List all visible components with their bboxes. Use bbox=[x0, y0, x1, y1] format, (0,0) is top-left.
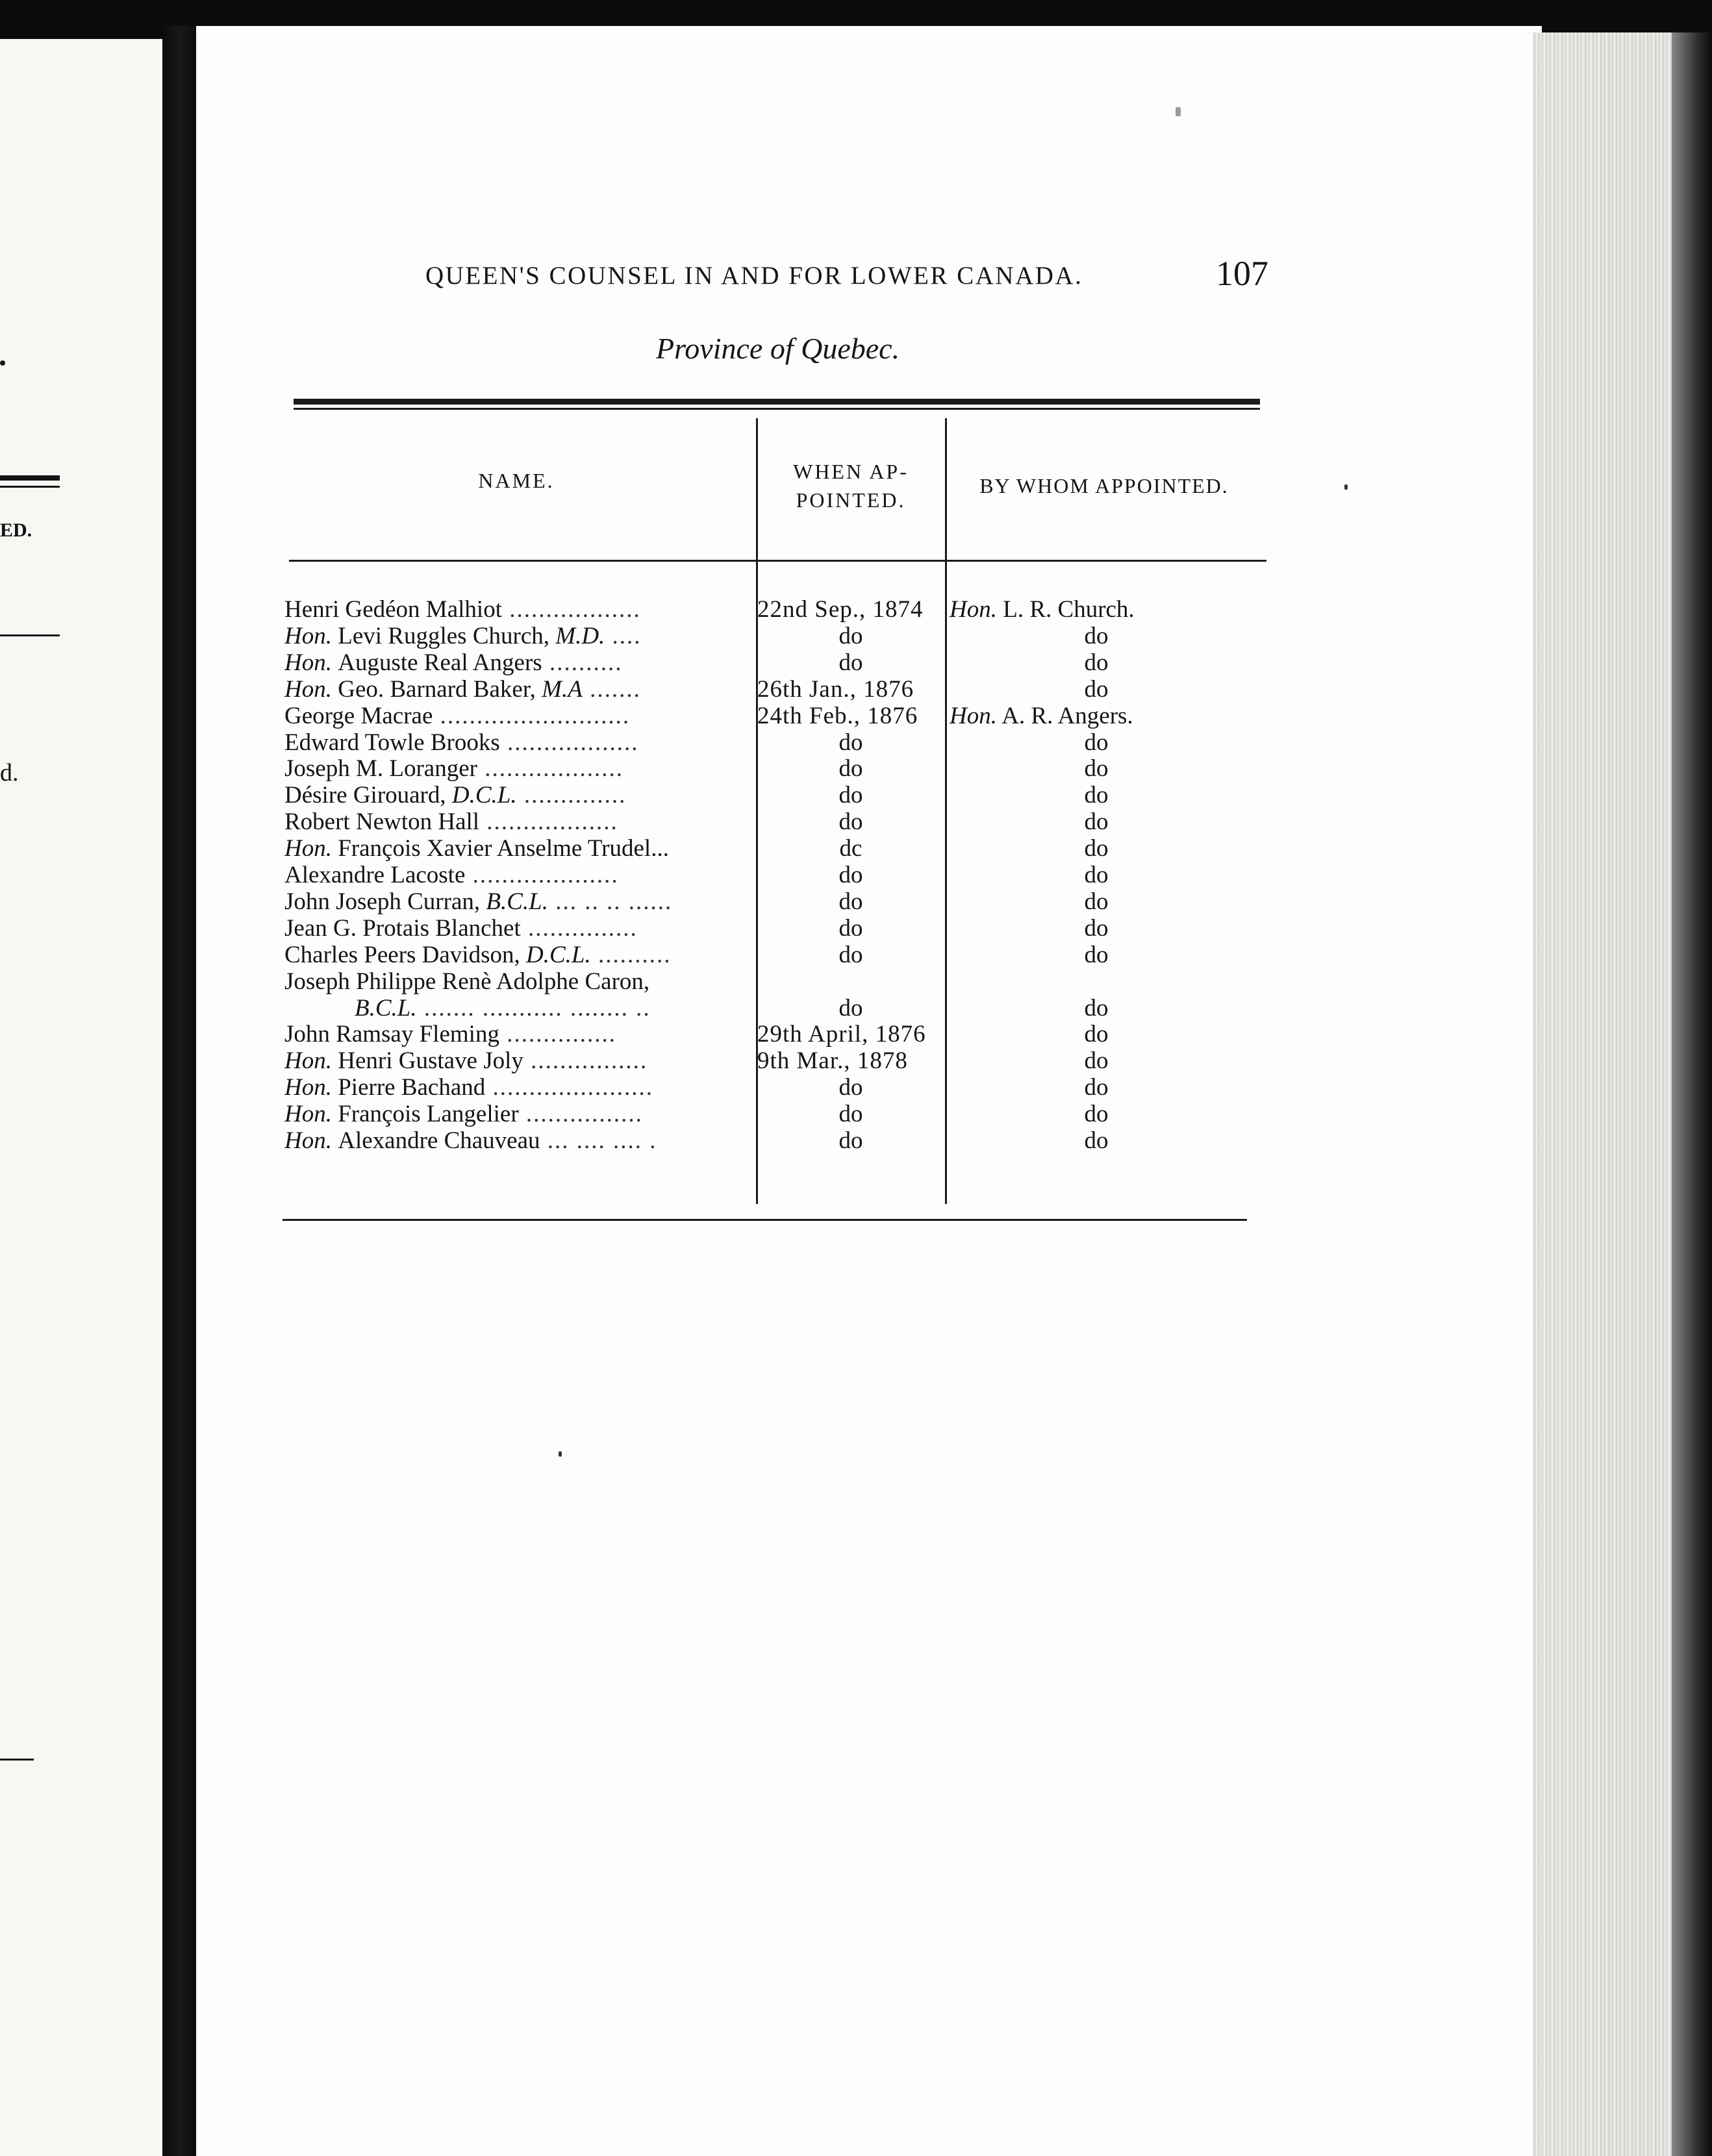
row-degree: B.C.L. bbox=[355, 994, 417, 1022]
row-name: Geo. Barnard Baker, bbox=[338, 675, 542, 703]
row-honorific: Hon. bbox=[284, 622, 338, 649]
row-dots: .................. bbox=[499, 729, 639, 756]
row-name: John Ramsay Fleming bbox=[284, 1021, 499, 1048]
appointed-by-name: A. R. Angers. bbox=[1001, 702, 1133, 729]
appointed-by-cell bbox=[947, 835, 1246, 862]
appointed-by-cell bbox=[947, 1101, 1246, 1127]
row-dots: ................ bbox=[523, 1047, 648, 1075]
date-cell: do bbox=[838, 622, 863, 649]
appointed-by-name: do bbox=[1084, 835, 1109, 862]
row-name: Charles Peers Davidson, bbox=[284, 941, 526, 968]
appointed-by-cell bbox=[947, 995, 1246, 1022]
row-name: Désire Girouard, bbox=[284, 782, 452, 809]
name-cell bbox=[284, 915, 752, 942]
table-row bbox=[0, 623, 1712, 649]
row-honorific: Hon. bbox=[284, 675, 338, 703]
date-cell: do bbox=[838, 862, 863, 888]
row-dots: .................... bbox=[465, 862, 619, 888]
name-cell bbox=[284, 888, 752, 915]
table-top-rule-thick bbox=[294, 399, 1260, 405]
row-dots: .......................... bbox=[433, 702, 631, 729]
appointed-by-cell bbox=[950, 596, 1248, 623]
row-dots: .......... bbox=[590, 941, 672, 968]
column-header-when-line2: POINTED. bbox=[796, 488, 906, 512]
appointed-by-cell bbox=[947, 1074, 1246, 1101]
subtitle: Province of Quebec. bbox=[656, 332, 900, 365]
name-cell bbox=[284, 835, 752, 862]
scan-speck bbox=[1344, 484, 1348, 490]
date-cell: do bbox=[838, 1127, 863, 1154]
date-cell: 22nd Sep., 1874 bbox=[757, 596, 924, 623]
appointed-by-prefix: Hon. bbox=[950, 596, 997, 623]
date-cell: do bbox=[838, 649, 863, 676]
appointed-by-cell bbox=[947, 623, 1246, 649]
appointed-by-name: do bbox=[1084, 862, 1109, 888]
table-row bbox=[0, 1074, 1712, 1101]
row-degree: M.D. bbox=[555, 622, 605, 649]
left-page-fragment-d: d. bbox=[0, 759, 19, 786]
column-header-name: NAME. bbox=[478, 469, 555, 492]
name-cell bbox=[355, 995, 752, 1022]
appointed-by-name: do bbox=[1084, 1074, 1109, 1101]
appointed-by-cell bbox=[947, 649, 1246, 676]
row-name: Joseph Philippe Renè Adolphe Caron, bbox=[284, 968, 650, 995]
appointed-by-cell bbox=[947, 729, 1246, 756]
row-degree: B.C.L. bbox=[486, 888, 548, 915]
row-dots: ...................... bbox=[485, 1074, 654, 1101]
scan-speck bbox=[1176, 107, 1181, 116]
appointed-by-name: do bbox=[1084, 1127, 1109, 1154]
header-bottom-rule bbox=[289, 560, 1266, 562]
row-honorific: Hon. bbox=[284, 835, 338, 862]
table-row bbox=[0, 942, 1712, 968]
date-cell: do bbox=[838, 729, 863, 756]
table-top-rule-thin bbox=[294, 408, 1260, 410]
date-cell: do bbox=[838, 782, 863, 809]
table-row bbox=[0, 915, 1712, 942]
name-cell bbox=[284, 968, 752, 995]
appointed-by-cell bbox=[947, 808, 1246, 835]
row-degree: D.C.L. bbox=[526, 941, 591, 968]
appointed-by-name: do bbox=[1084, 914, 1109, 942]
appointed-by-name: do bbox=[1084, 622, 1109, 649]
row-name: Henri Gustave Joly bbox=[338, 1047, 523, 1075]
row-degree: D.C.L. bbox=[451, 782, 517, 809]
date-cell: do bbox=[838, 941, 863, 968]
name-cell bbox=[284, 755, 752, 782]
appointed-by-cell bbox=[950, 703, 1248, 729]
appointed-by-cell bbox=[947, 1047, 1246, 1074]
name-cell bbox=[284, 808, 752, 835]
table-row bbox=[0, 835, 1712, 862]
row-name: Joseph M. Loranger bbox=[284, 755, 477, 783]
date-cell: do bbox=[838, 1101, 863, 1128]
appointed-by-name: L. R. Church. bbox=[1003, 596, 1135, 623]
date-cell: 29th April, 1876 bbox=[757, 1021, 926, 1048]
date-cell: 26th Jan., 1876 bbox=[757, 675, 914, 703]
name-cell bbox=[284, 729, 752, 756]
row-name: Pierre Bachand bbox=[338, 1074, 486, 1101]
table-bottom-rule bbox=[283, 1219, 1247, 1221]
table-row bbox=[0, 782, 1712, 808]
running-title: QUEEN'S COUNSEL IN AND FOR LOWER CANADA. bbox=[425, 262, 1083, 290]
name-cell bbox=[284, 1047, 752, 1074]
table-row bbox=[0, 995, 1712, 1022]
column-header-when-line1: WHEN AP- bbox=[793, 460, 909, 483]
left-page-rule-thin bbox=[0, 486, 60, 488]
date-cell: dc bbox=[839, 835, 862, 862]
table-row bbox=[0, 703, 1712, 729]
appointed-by-name: do bbox=[1084, 649, 1109, 676]
row-dots: ............... bbox=[499, 1021, 616, 1048]
date-cell: 9th Mar., 1878 bbox=[757, 1047, 908, 1075]
row-honorific: Hon. bbox=[284, 1074, 338, 1101]
row-honorific: Hon. bbox=[284, 1101, 338, 1128]
row-name: François Langelier bbox=[338, 1101, 519, 1128]
name-cell bbox=[284, 942, 752, 968]
table-row bbox=[0, 729, 1712, 756]
table-row bbox=[0, 1021, 1712, 1047]
table-row bbox=[0, 676, 1712, 703]
name-cell bbox=[284, 1101, 752, 1127]
row-dots: ... .. .. ...... bbox=[548, 888, 673, 915]
left-page-rule-3 bbox=[0, 1759, 34, 1761]
appointed-by-name: do bbox=[1084, 941, 1109, 968]
appointed-by-cell bbox=[947, 862, 1246, 888]
row-name: Alexandre Chauveau bbox=[338, 1127, 540, 1154]
left-page-rule bbox=[0, 475, 60, 481]
appointed-by-name: do bbox=[1084, 782, 1109, 809]
name-cell bbox=[284, 1021, 752, 1047]
table-row bbox=[0, 862, 1712, 888]
left-page-dot bbox=[0, 360, 5, 366]
appointed-by-prefix: Hon. bbox=[950, 702, 997, 729]
date-cell: do bbox=[838, 1074, 863, 1101]
row-name: Edward Towle Brooks bbox=[284, 729, 500, 756]
appointed-by-cell bbox=[947, 1127, 1246, 1154]
appointed-by-cell bbox=[947, 915, 1246, 942]
column-header-by-whom: BY WHOM APPOINTED. bbox=[979, 474, 1229, 497]
row-dots: ....... ........... ........ .. bbox=[416, 994, 651, 1022]
table-row bbox=[0, 808, 1712, 835]
left-page-fragment-ed: ED. bbox=[0, 520, 32, 541]
row-dots: ................ bbox=[518, 1101, 643, 1128]
row-name: François Xavier Anselme Trudel... bbox=[338, 835, 669, 862]
row-honorific: Hon. bbox=[284, 1127, 338, 1154]
table-row bbox=[0, 1127, 1712, 1154]
row-name: Jean G. Protais Blanchet bbox=[284, 914, 521, 942]
appointed-by-name: do bbox=[1084, 808, 1109, 836]
table-row bbox=[0, 1101, 1712, 1127]
row-name: George Macrae bbox=[284, 702, 433, 729]
appointed-by-name: do bbox=[1084, 994, 1109, 1022]
row-name: Alexandre Lacoste bbox=[284, 862, 466, 888]
appointed-by-name: do bbox=[1084, 1021, 1109, 1048]
row-dots: ... .... .... . bbox=[540, 1127, 657, 1154]
table-row bbox=[0, 968, 1712, 995]
row-dots: .................. bbox=[479, 808, 618, 836]
name-cell bbox=[284, 862, 752, 888]
row-dots: ............... bbox=[520, 914, 638, 942]
appointed-by-cell bbox=[947, 676, 1246, 703]
appointed-by-cell bbox=[947, 782, 1246, 808]
date-cell: do bbox=[838, 888, 863, 915]
table-row bbox=[0, 596, 1712, 623]
row-dots: .................. bbox=[501, 596, 641, 623]
row-degree: M.A bbox=[542, 675, 583, 703]
date-cell: do bbox=[838, 808, 863, 836]
date-cell: do bbox=[838, 914, 863, 942]
row-dots: ....... bbox=[582, 675, 641, 703]
name-cell bbox=[284, 1127, 752, 1154]
name-cell bbox=[284, 703, 752, 729]
name-cell bbox=[284, 782, 752, 808]
row-honorific: Hon. bbox=[284, 649, 338, 676]
row-name: Robert Newton Hall bbox=[284, 808, 480, 836]
row-honorific: Hon. bbox=[284, 1047, 338, 1075]
row-dots: .... bbox=[605, 622, 642, 649]
name-cell bbox=[284, 676, 752, 703]
table-row bbox=[0, 1047, 1712, 1074]
appointed-by-cell bbox=[947, 755, 1246, 782]
appointed-by-cell bbox=[947, 942, 1246, 968]
table-row bbox=[0, 888, 1712, 915]
appointed-by-name: do bbox=[1084, 755, 1109, 783]
row-name: Auguste Real Angers bbox=[338, 649, 542, 676]
appointed-by-cell bbox=[947, 1021, 1246, 1047]
appointed-by-name: do bbox=[1084, 888, 1109, 915]
row-name: John Joseph Curran, bbox=[284, 888, 486, 915]
appointed-by-name: do bbox=[1084, 675, 1109, 703]
table-row bbox=[0, 755, 1712, 782]
row-dots: ................... bbox=[477, 755, 623, 783]
name-cell bbox=[284, 649, 752, 676]
table-row bbox=[0, 649, 1712, 676]
row-dots: .......... bbox=[542, 649, 623, 676]
page-number: 107 bbox=[1216, 254, 1268, 293]
appointed-by-name: do bbox=[1084, 729, 1109, 756]
name-cell bbox=[284, 623, 752, 649]
date-cell: do bbox=[838, 755, 863, 783]
appointed-by-cell bbox=[947, 888, 1246, 915]
row-name: Levi Ruggles Church, bbox=[338, 622, 556, 649]
date-cell: 24th Feb., 1876 bbox=[757, 702, 918, 729]
date-cell: do bbox=[838, 994, 863, 1022]
row-name: Henri Gedéon Malhiot bbox=[284, 596, 502, 623]
row-dots: .............. bbox=[516, 782, 627, 809]
scan-speck bbox=[559, 1451, 562, 1457]
appointed-by-name: do bbox=[1084, 1101, 1109, 1128]
appointed-by-name: do bbox=[1084, 1047, 1109, 1075]
name-cell bbox=[284, 596, 752, 623]
name-cell bbox=[284, 1074, 752, 1101]
